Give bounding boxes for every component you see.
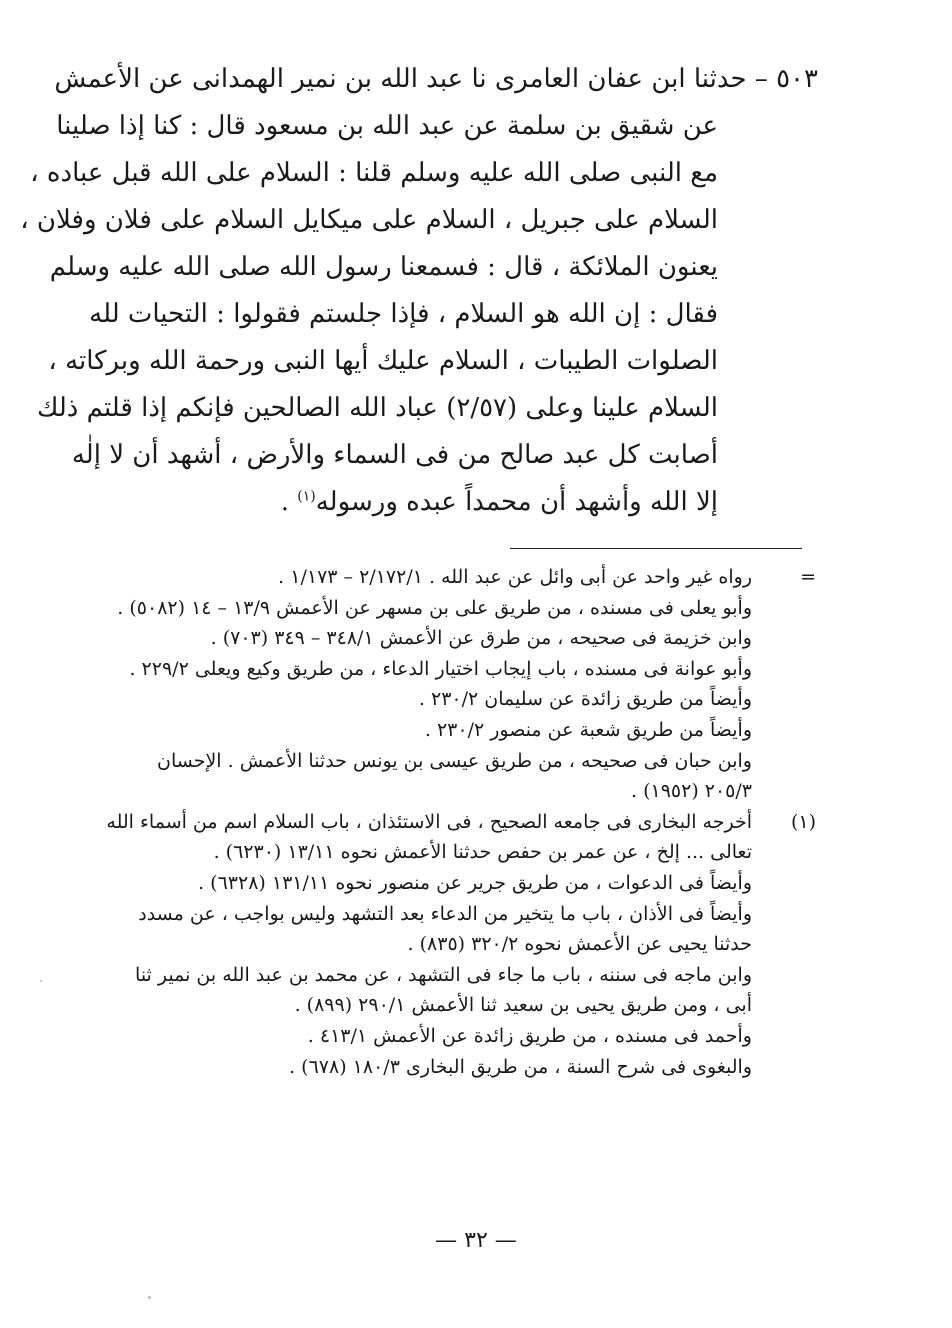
footnote-1 [108,807,816,1082]
footnote-line: وابن خزيمة فى صحيحه ، من طرق عن الأعمش ٣٤٨/١ – ٣٤٩ (٧٠٣) . [210,627,752,650]
footnote-continuation-body [108,562,752,807]
footnote-line: وأيضاً فى الأذان ، باب ما يتخير من الدعاء بعد التشهد وليس بواجب ، عن مسدد [138,902,752,925]
scan-speck [148,1296,151,1299]
hadith-line-7: الصلوات الطيبات ، السلام عليك أيها النبى ورحمة الله وبركاته ، [48,346,718,376]
footnote-line: وأبو عوانة فى مسنده ، باب إيجاب اختيار الدعاء ، من طريق وكيع ويعلى ٢٢٩/٢ . [129,657,752,680]
hadith-line-3: مع النبى صلى الله عليه وسلم قلنا : السلام على الله قبل عباده ، [30,158,718,188]
hadith-line-8: السلام علينا وعلى (٢/٥٧) عباد الله الصالحين فإنكم إذا قلتم ذلك [36,393,718,423]
footnote-line: حدثنا يحيى عن الأعمش نحوه ٣٢٠/٢ (٨٣٥) . [407,933,752,956]
hadith-line-text: حدثنا ابن عفان العامرى نا عبد الله بن نمير الهمدانى عن الأعمش [54,64,747,94]
hadith-number: ٥٠٣ – [754,64,818,94]
footnote-line: وابن حبان فى صحيحه ، من طريق عيسى بن يونس حدثنا الأعمش . الإحسان [157,749,752,772]
footnote-1-marker: (١) [790,810,816,833]
footnotes [108,562,816,1082]
footnote-line: والبغوى فى شرح السنة ، من طريق البخارى ١٨٠/٣ (٦٧٨) . [289,1055,752,1078]
hadith-last-line-end: . [280,487,298,517]
footnote-line: تعالى ... إلخ ، عن عمر بن حفص حدثنا الأعمش نحوه ١٣/١١ (٦٢٣٠) . [213,841,752,864]
hadith-last-line-text: إلا الله وأشهد أن محمداً عبده ورسوله [315,487,718,517]
hadith-line-6: فقال : إن الله هو السلام ، فإذا جلستم فقولوا : التحيات لله [89,299,718,329]
footnote-line: وأيضاً فى الدعوات ، من طريق جرير عن منصور نحوه ١٣١/١١ (٦٣٢٨) . [198,871,752,894]
page-number: — ٣٢ — [435,1228,517,1253]
hadith-line-1 [54,56,818,103]
scan-speck [40,980,42,982]
footnote-ref-1[interactable]: (١) [297,488,316,505]
footnote-1-body [108,807,752,1082]
footnote-line: وأبو يعلى فى مسنده ، من طريق على بن مسهر عن الأعمش ١٣/٩ – ١٤ (٥٠٨٢) . [117,596,752,619]
footnote-separator [510,548,802,549]
hadith-line-5: يعنون الملائكة ، قال : فسمعنا رسول الله صلى الله عليه وسلم [49,252,718,282]
hadith-line-2: عن شقيق بن سلمة عن عبد الله بن مسعود قال : كنا إذا صلينا [56,111,718,141]
hadith-line-9: أصابت كل عبد صالح من فى السماء والأرض ، أشهد أن لا إلٰه [71,440,718,470]
hadith-text [20,56,818,526]
hadith-line-10 [100,479,818,526]
footnote-line: أبى ، ومن طريق يحيى بن سعيد ثنا الأعمش ٢٩٠/١ (٨٩٩) . [294,994,752,1017]
footnote-line: أخرجه البخارى فى جامعه الصحيح ، فى الاستئذان ، باب السلام اسم من أسماء الله [106,810,752,833]
footnote-continuation [108,562,816,807]
footnote-line: ٢٠٥/٣ (١٩٥٢) . [630,780,752,803]
footnote-line: رواه غير واحد عن أبى وائل عن عبد الله . ٢/١٧٢/١ – ١/١٧٣ . [278,566,752,588]
footnote-line: وأيضاً من طريق شعبة عن منصور ٢٣٠/٢ . [424,718,752,741]
footnote-line: وابن ماجه فى سننه ، باب ما جاء فى التشهد ، عن محمد بن عبد الله بن نمير ثنا [135,963,752,986]
footnote-continuation-marker: = [800,566,816,588]
footnote-line: وأحمد فى مسنده ، من طريق زائدة عن الأعمش ٤١٣/١ . [307,1024,752,1047]
footnote-line: وأيضاً من طريق زائدة عن سليمان ٢٣٠/٢ . [418,688,752,711]
hadith-line-4: السلام على جبريل ، السلام على ميكايل السلام على فلان وفلان ، [20,205,718,235]
